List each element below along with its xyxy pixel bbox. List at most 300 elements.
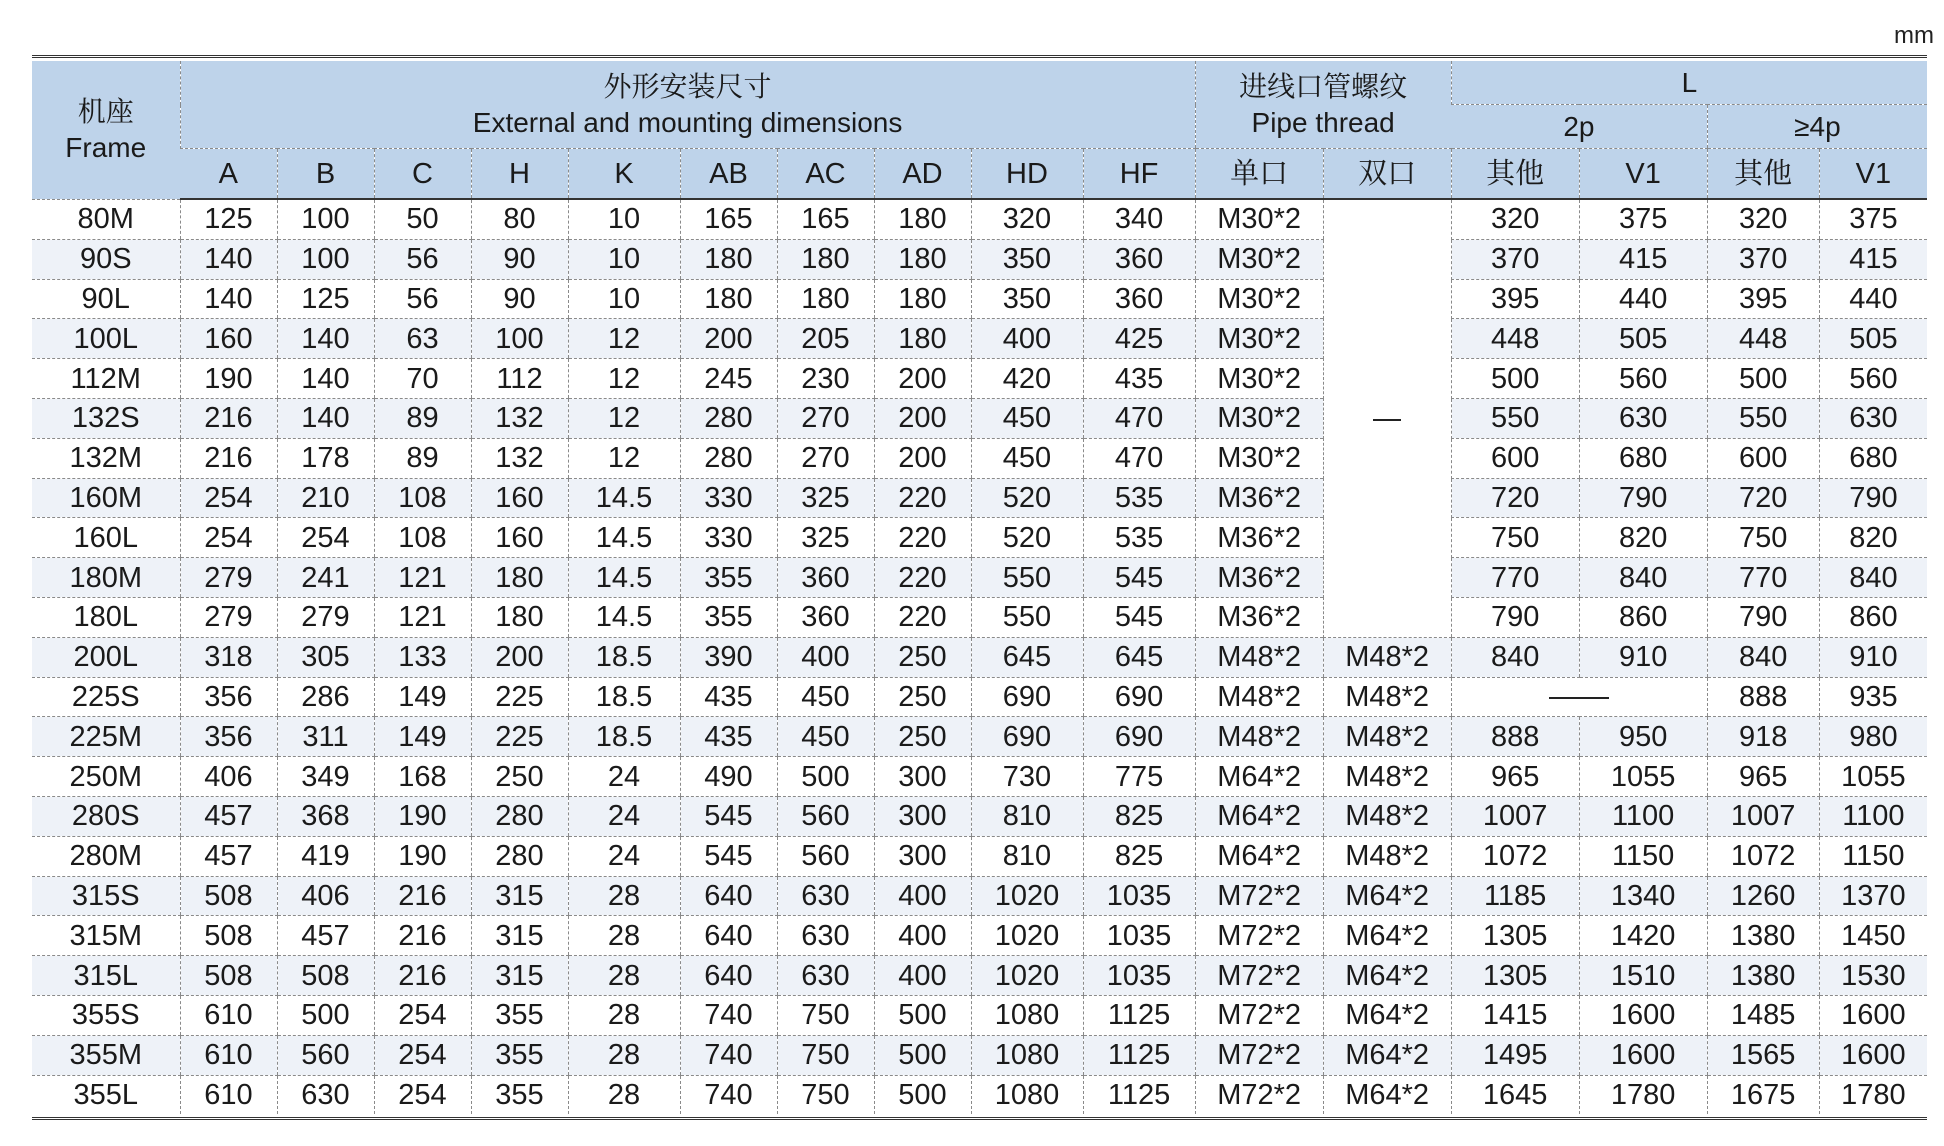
- pipe-thread-header: [1195, 61, 1451, 149]
- length-4p-v1-cell: 935: [1819, 677, 1927, 717]
- dimensions-table: [32, 61, 1927, 1114]
- dim-cell-c: 56: [374, 239, 471, 279]
- dim-cell-a: 356: [180, 717, 277, 757]
- dim-cell-k: 24: [568, 796, 680, 836]
- dim-cell-hd: 400: [971, 319, 1083, 359]
- dim-cell-h: 355: [471, 995, 568, 1035]
- frame-cell: 180L: [32, 597, 180, 637]
- dim-cell-hd: 645: [971, 637, 1083, 677]
- table-row: [32, 438, 1927, 478]
- pipe-single-cell: M64*2: [1195, 836, 1323, 876]
- pipe-double-cell: M48*2: [1323, 717, 1451, 757]
- dim-cell-ad: 200: [874, 359, 971, 399]
- dim-cell-ab: 740: [680, 1075, 777, 1114]
- frame-cell: 160M: [32, 478, 180, 518]
- dim-cell-c: 190: [374, 836, 471, 876]
- dim-cell-a: 160: [180, 319, 277, 359]
- dim-header-ab: AB: [680, 149, 777, 200]
- dim-header-ac: AC: [777, 149, 874, 200]
- dim-cell-a: 140: [180, 279, 277, 319]
- dim-cell-a: 457: [180, 836, 277, 876]
- dim-cell-ab: 165: [680, 199, 777, 239]
- dim-cell-h: 315: [471, 876, 568, 916]
- dim-cell-ab: 280: [680, 438, 777, 478]
- dim-cell-hd: 690: [971, 717, 1083, 757]
- dim-cell-ab: 740: [680, 1035, 777, 1075]
- dim-cell-b: 140: [277, 398, 374, 438]
- dim-cell-k: 12: [568, 398, 680, 438]
- dim-cell-ac: 205: [777, 319, 874, 359]
- dim-cell-ad: 250: [874, 677, 971, 717]
- dim-cell-ac: 560: [777, 836, 874, 876]
- dim-cell-k: 10: [568, 199, 680, 239]
- length-2p-merged-cell: [1451, 677, 1707, 717]
- length-4p-other-header: 其他: [1707, 149, 1819, 200]
- table-row: [32, 1035, 1927, 1075]
- length-4p-other-cell: 1380: [1707, 956, 1819, 996]
- length-2p-v1-cell: 840: [1579, 558, 1707, 598]
- dim-cell-h: 100: [471, 319, 568, 359]
- pipe-double-cell: M64*2: [1323, 876, 1451, 916]
- length-2p-other-cell: 840: [1451, 637, 1579, 677]
- dim-cell-c: 70: [374, 359, 471, 399]
- length-4p-v1-cell: 1100: [1819, 796, 1927, 836]
- frame-cell: 100L: [32, 319, 180, 359]
- pipe-single-cell: M30*2: [1195, 199, 1323, 239]
- pipe-double-cell: M48*2: [1323, 637, 1451, 677]
- dim-cell-h: 80: [471, 199, 568, 239]
- dim-cell-k: 18.5: [568, 717, 680, 757]
- length-4p-other-cell: 550: [1707, 398, 1819, 438]
- length-4p-v1-cell: 1370: [1819, 876, 1927, 916]
- table-row: [32, 995, 1927, 1035]
- frame-cell: 250M: [32, 757, 180, 797]
- pipe-double-cell: M48*2: [1323, 757, 1451, 797]
- dim-cell-b: 286: [277, 677, 374, 717]
- pipe-single-cell: M30*2: [1195, 398, 1323, 438]
- dim-header-hd: HD: [971, 149, 1083, 200]
- length-2p-other-cell: 448: [1451, 319, 1579, 359]
- dim-cell-hd: 810: [971, 796, 1083, 836]
- length-4p-other-cell: 1007: [1707, 796, 1819, 836]
- dim-cell-k: 18.5: [568, 677, 680, 717]
- length-4p-other-cell: 888: [1707, 677, 1819, 717]
- dim-cell-b: 100: [277, 239, 374, 279]
- dim-cell-b: 419: [277, 836, 374, 876]
- table-row: [32, 319, 1927, 359]
- length-2p-v1-cell: 1510: [1579, 956, 1707, 996]
- dim-cell-ad: 200: [874, 398, 971, 438]
- length-2p-other-cell: 770: [1451, 558, 1579, 598]
- dim-cell-hd: 810: [971, 836, 1083, 876]
- dim-cell-h: 315: [471, 916, 568, 956]
- length-4p-v1-cell: 1600: [1819, 1035, 1927, 1075]
- dim-cell-hf: 1125: [1083, 995, 1195, 1035]
- length-2p-v1-cell: 415: [1579, 239, 1707, 279]
- dim-cell-c: 216: [374, 956, 471, 996]
- length-2p-v1-cell: 820: [1579, 518, 1707, 558]
- dim-cell-a: 254: [180, 518, 277, 558]
- length-2p-other-cell: 790: [1451, 597, 1579, 637]
- dim-cell-hd: 1020: [971, 916, 1083, 956]
- dim-cell-a: 216: [180, 438, 277, 478]
- dim-cell-ab: 355: [680, 558, 777, 598]
- dim-cell-hf: 340: [1083, 199, 1195, 239]
- length-2p-v1-cell: 1150: [1579, 836, 1707, 876]
- dim-cell-ad: 180: [874, 239, 971, 279]
- dim-cell-k: 28: [568, 1035, 680, 1075]
- dim-cell-ab: 545: [680, 836, 777, 876]
- dim-cell-ab: 640: [680, 876, 777, 916]
- frame-header-en: Frame: [65, 131, 147, 163]
- table-row: [32, 558, 1927, 598]
- length-2p-v1-cell: 560: [1579, 359, 1707, 399]
- dim-cell-k: 12: [568, 359, 680, 399]
- dim-cell-k: 12: [568, 438, 680, 478]
- dim-cell-h: 225: [471, 677, 568, 717]
- dim-cell-ab: 435: [680, 717, 777, 757]
- pipe-single-cell: M30*2: [1195, 438, 1323, 478]
- length-2p-other-cell: 888: [1451, 717, 1579, 757]
- frame-header-cn: 机座: [77, 95, 134, 127]
- dim-cell-hd: 420: [971, 359, 1083, 399]
- length-4p-other-cell: 370: [1707, 239, 1819, 279]
- pipe-single-cell: M72*2: [1195, 1075, 1323, 1114]
- table-row: [32, 956, 1927, 996]
- dim-header-c: C: [374, 149, 471, 200]
- length-2p-v1-cell: 505: [1579, 319, 1707, 359]
- dim-cell-ad: 300: [874, 796, 971, 836]
- dim-cell-h: 315: [471, 956, 568, 996]
- length-2p-v1-cell: 950: [1579, 717, 1707, 757]
- length-2p-v1-cell: 1420: [1579, 916, 1707, 956]
- frame-cell: 112M: [32, 359, 180, 399]
- dim-cell-c: 108: [374, 478, 471, 518]
- dim-header-h: H: [471, 149, 568, 200]
- dim-cell-hf: 1125: [1083, 1075, 1195, 1114]
- dim-cell-c: 216: [374, 916, 471, 956]
- length-2p-v1-cell: 1780: [1579, 1075, 1707, 1114]
- dim-cell-b: 406: [277, 876, 374, 916]
- dim-cell-ac: 360: [777, 558, 874, 598]
- dim-cell-a: 457: [180, 796, 277, 836]
- external-dimensions-header-cn: 外形安装尺寸: [603, 70, 772, 102]
- frame-cell: 280M: [32, 836, 180, 876]
- dim-cell-c: 56: [374, 279, 471, 319]
- length-2p-other-cell: 1415: [1451, 995, 1579, 1035]
- length-2p-other-cell: 1645: [1451, 1075, 1579, 1114]
- dim-cell-h: 280: [471, 796, 568, 836]
- empty-dash: [1373, 419, 1401, 421]
- dim-cell-hd: 730: [971, 757, 1083, 797]
- dim-cell-hf: 1035: [1083, 876, 1195, 916]
- pipe-single-cell: M72*2: [1195, 1035, 1323, 1075]
- length-4p-v1-cell: 560: [1819, 359, 1927, 399]
- length-2p-v1-cell: 1100: [1579, 796, 1707, 836]
- dim-cell-k: 14.5: [568, 558, 680, 598]
- table-row: [32, 597, 1927, 637]
- length-4p-v1-header: V1: [1819, 149, 1927, 200]
- empty-dash: [1549, 697, 1609, 699]
- dim-header-b: B: [277, 149, 374, 200]
- dim-cell-h: 225: [471, 717, 568, 757]
- length-4p-v1-cell: 1150: [1819, 836, 1927, 876]
- external-dimensions-header: [180, 61, 1195, 149]
- pipe-single-cell: M30*2: [1195, 319, 1323, 359]
- pipe-double-cell: M64*2: [1323, 956, 1451, 996]
- dim-cell-ab: 200: [680, 319, 777, 359]
- length-4p-v1-cell: 980: [1819, 717, 1927, 757]
- dim-cell-hf: 360: [1083, 279, 1195, 319]
- length-4p-other-cell: 1675: [1707, 1075, 1819, 1114]
- dim-header-k: K: [568, 149, 680, 200]
- dim-cell-h: 355: [471, 1035, 568, 1075]
- dim-cell-h: 280: [471, 836, 568, 876]
- dim-cell-ad: 300: [874, 836, 971, 876]
- dim-cell-hf: 545: [1083, 597, 1195, 637]
- dim-cell-hd: 520: [971, 518, 1083, 558]
- length-2p-other-cell: 550: [1451, 398, 1579, 438]
- dim-cell-h: 200: [471, 637, 568, 677]
- length-2p-other-cell: 370: [1451, 239, 1579, 279]
- dim-cell-hd: 1080: [971, 1035, 1083, 1075]
- table-row: [32, 637, 1927, 677]
- length-4p-other-cell: 750: [1707, 518, 1819, 558]
- table-row: [32, 518, 1927, 558]
- pipe-single-cell: M48*2: [1195, 717, 1323, 757]
- dim-cell-k: 28: [568, 1075, 680, 1114]
- length-4p-other-cell: 1565: [1707, 1035, 1819, 1075]
- length-4p-v1-cell: 1780: [1819, 1075, 1927, 1114]
- dim-cell-ab: 330: [680, 518, 777, 558]
- dim-cell-b: 178: [277, 438, 374, 478]
- dim-cell-hf: 825: [1083, 836, 1195, 876]
- pipe-single-header: 单口: [1195, 149, 1323, 200]
- dim-cell-ac: 400: [777, 637, 874, 677]
- dim-cell-c: 89: [374, 438, 471, 478]
- table-row: [32, 279, 1927, 319]
- dim-cell-b: 279: [277, 597, 374, 637]
- pipe-double-cell: M64*2: [1323, 1075, 1451, 1114]
- length-2p-v1-cell: 680: [1579, 438, 1707, 478]
- length-2p-other-cell: 750: [1451, 518, 1579, 558]
- length-4p-other-cell: 770: [1707, 558, 1819, 598]
- frame-cell: 315M: [32, 916, 180, 956]
- dim-cell-ac: 270: [777, 398, 874, 438]
- dim-cell-a: 279: [180, 558, 277, 598]
- pipe-thread-header-en: Pipe thread: [1251, 106, 1395, 138]
- dim-cell-ab: 640: [680, 956, 777, 996]
- dim-cell-k: 24: [568, 836, 680, 876]
- dim-cell-a: 356: [180, 677, 277, 717]
- dim-cell-k: 14.5: [568, 597, 680, 637]
- unit-label: mm: [1894, 22, 1934, 49]
- dim-cell-a: 279: [180, 597, 277, 637]
- length-4p-v1-cell: 1450: [1819, 916, 1927, 956]
- length-4p-v1-cell: 440: [1819, 279, 1927, 319]
- dim-cell-hd: 320: [971, 199, 1083, 239]
- frame-cell: 160L: [32, 518, 180, 558]
- dim-cell-h: 90: [471, 239, 568, 279]
- length-2p-other-cell: 1305: [1451, 916, 1579, 956]
- dim-cell-a: 508: [180, 876, 277, 916]
- dim-cell-c: 190: [374, 796, 471, 836]
- frame-cell: 200L: [32, 637, 180, 677]
- dim-cell-c: 168: [374, 757, 471, 797]
- dim-cell-ad: 250: [874, 637, 971, 677]
- length-4p-v1-cell: 1600: [1819, 995, 1927, 1035]
- dim-cell-b: 254: [277, 518, 374, 558]
- table-header: [32, 61, 1927, 199]
- length-2p-v1-cell: 1600: [1579, 1035, 1707, 1075]
- length-2p-other-cell: 1007: [1451, 796, 1579, 836]
- table-row: [32, 478, 1927, 518]
- dim-cell-ab: 280: [680, 398, 777, 438]
- length-2p-header: 2p: [1451, 105, 1707, 149]
- dim-cell-ad: 220: [874, 478, 971, 518]
- length-header: L: [1451, 61, 1927, 105]
- dim-cell-hd: 1080: [971, 1075, 1083, 1114]
- pipe-single-cell: M72*2: [1195, 995, 1323, 1035]
- length-4p-other-cell: 790: [1707, 597, 1819, 637]
- dim-cell-ad: 250: [874, 717, 971, 757]
- table-row: [32, 239, 1927, 279]
- length-2p-other-cell: 1072: [1451, 836, 1579, 876]
- dim-cell-h: 132: [471, 398, 568, 438]
- length-2p-v1-cell: 860: [1579, 597, 1707, 637]
- length-4p-other-cell: 918: [1707, 717, 1819, 757]
- dim-cell-a: 216: [180, 398, 277, 438]
- dim-cell-hf: 470: [1083, 398, 1195, 438]
- dim-cell-ab: 180: [680, 239, 777, 279]
- dim-cell-c: 149: [374, 677, 471, 717]
- length-2p-v1-cell: 790: [1579, 478, 1707, 518]
- dimensions-table-wrapper: [32, 55, 1927, 1120]
- table-row: [32, 876, 1927, 916]
- dim-cell-ab: 490: [680, 757, 777, 797]
- length-4p-other-cell: 448: [1707, 319, 1819, 359]
- dim-cell-ac: 630: [777, 916, 874, 956]
- dim-cell-ad: 500: [874, 1075, 971, 1114]
- dim-cell-hf: 645: [1083, 637, 1195, 677]
- dim-cell-a: 125: [180, 199, 277, 239]
- dim-cell-hd: 550: [971, 597, 1083, 637]
- frame-cell: 280S: [32, 796, 180, 836]
- length-4p-v1-cell: 1055: [1819, 757, 1927, 797]
- frame-cell: 225M: [32, 717, 180, 757]
- dim-cell-ac: 180: [777, 279, 874, 319]
- dim-cell-hf: 535: [1083, 518, 1195, 558]
- length-2p-v1-cell: 910: [1579, 637, 1707, 677]
- dim-cell-hd: 1080: [971, 995, 1083, 1035]
- dim-cell-hf: 470: [1083, 438, 1195, 478]
- pipe-single-cell: M36*2: [1195, 478, 1323, 518]
- dim-cell-h: 250: [471, 757, 568, 797]
- length-2p-v1-cell: 440: [1579, 279, 1707, 319]
- length-4p-other-cell: 720: [1707, 478, 1819, 518]
- dim-cell-hf: 425: [1083, 319, 1195, 359]
- frame-cell: 132S: [32, 398, 180, 438]
- dim-cell-hf: 535: [1083, 478, 1195, 518]
- dim-cell-ac: 180: [777, 239, 874, 279]
- dim-cell-ab: 355: [680, 597, 777, 637]
- pipe-single-cell: M72*2: [1195, 956, 1323, 996]
- dim-cell-ab: 435: [680, 677, 777, 717]
- dim-cell-b: 560: [277, 1035, 374, 1075]
- dim-cell-ad: 200: [874, 438, 971, 478]
- dim-cell-ab: 640: [680, 916, 777, 956]
- dim-cell-c: 149: [374, 717, 471, 757]
- dim-cell-b: 140: [277, 359, 374, 399]
- dim-cell-ad: 500: [874, 1035, 971, 1075]
- dim-cell-ac: 270: [777, 438, 874, 478]
- length-2p-v1-cell: 630: [1579, 398, 1707, 438]
- dim-cell-h: 160: [471, 478, 568, 518]
- dim-cell-ac: 750: [777, 1075, 874, 1114]
- dim-header-ad: AD: [874, 149, 971, 200]
- dim-cell-b: 210: [277, 478, 374, 518]
- dim-cell-c: 121: [374, 597, 471, 637]
- table-row: [32, 1075, 1927, 1114]
- dim-cell-b: 500: [277, 995, 374, 1035]
- length-4p-other-cell: 840: [1707, 637, 1819, 677]
- length-4p-v1-cell: 790: [1819, 478, 1927, 518]
- dim-cell-h: 355: [471, 1075, 568, 1114]
- dim-cell-c: 121: [374, 558, 471, 598]
- dim-cell-a: 610: [180, 1035, 277, 1075]
- length-4p-other-cell: 1260: [1707, 876, 1819, 916]
- pipe-double-cell: M64*2: [1323, 916, 1451, 956]
- length-2p-other-cell: 1495: [1451, 1035, 1579, 1075]
- table-row: [32, 677, 1927, 717]
- length-2p-other-cell: 600: [1451, 438, 1579, 478]
- dim-cell-b: 311: [277, 717, 374, 757]
- pipe-double-cell: M48*2: [1323, 677, 1451, 717]
- table-row: [32, 717, 1927, 757]
- external-dimensions-header-en: External and mounting dimensions: [472, 106, 903, 138]
- table-row: [32, 796, 1927, 836]
- dim-cell-k: 28: [568, 916, 680, 956]
- length-4p-v1-cell: 1530: [1819, 956, 1927, 996]
- table-body: [32, 199, 1927, 1114]
- length-4p-v1-cell: 860: [1819, 597, 1927, 637]
- length-2p-v1-cell: 1600: [1579, 995, 1707, 1035]
- dim-cell-h: 112: [471, 359, 568, 399]
- dim-cell-hf: 690: [1083, 677, 1195, 717]
- pipe-single-cell: M36*2: [1195, 558, 1323, 598]
- length-4p-v1-cell: 505: [1819, 319, 1927, 359]
- length-4p-other-cell: 320: [1707, 199, 1819, 239]
- dim-cell-hd: 450: [971, 438, 1083, 478]
- pipe-single-cell: M48*2: [1195, 637, 1323, 677]
- frame-cell: 80M: [32, 199, 180, 239]
- dim-cell-hd: 450: [971, 398, 1083, 438]
- dim-cell-hd: 520: [971, 478, 1083, 518]
- dim-cell-ab: 245: [680, 359, 777, 399]
- dim-cell-b: 305: [277, 637, 374, 677]
- length-4p-other-cell: 395: [1707, 279, 1819, 319]
- frame-cell: 90S: [32, 239, 180, 279]
- length-4p-other-cell: 1072: [1707, 836, 1819, 876]
- dim-cell-a: 140: [180, 239, 277, 279]
- dim-cell-ad: 220: [874, 597, 971, 637]
- dim-cell-ad: 300: [874, 757, 971, 797]
- dim-cell-hf: 690: [1083, 717, 1195, 757]
- length-2p-other-cell: 500: [1451, 359, 1579, 399]
- dim-cell-ac: 750: [777, 1035, 874, 1075]
- length-4p-other-cell: 600: [1707, 438, 1819, 478]
- dim-cell-ad: 400: [874, 956, 971, 996]
